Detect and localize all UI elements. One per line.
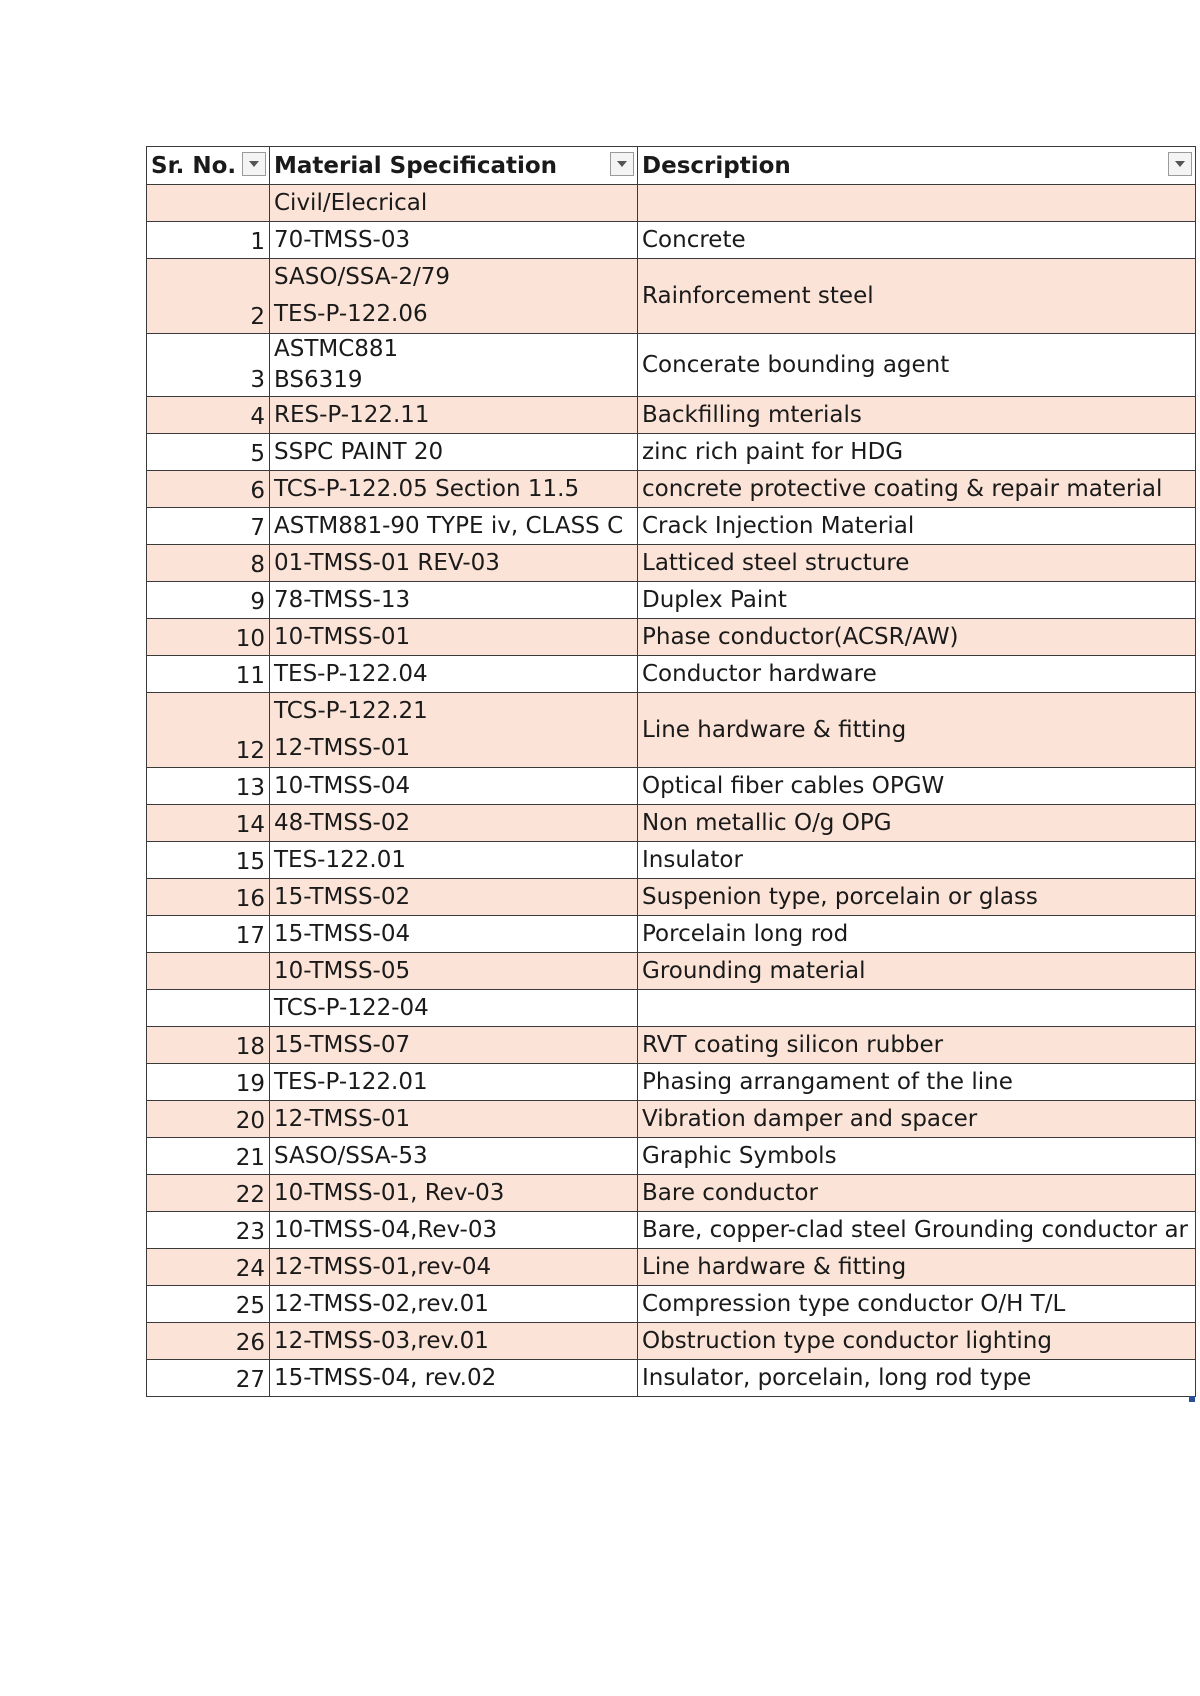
table-row	[147, 545, 1196, 582]
spec-line: TES-122.01	[274, 847, 406, 873]
cell-description[interactable]: Latticed steel structure	[638, 545, 1196, 582]
cell-material-specification[interactable]	[270, 953, 638, 990]
cell-sr-no[interactable]: 10	[147, 619, 270, 656]
spec-line: TCS-P-122.05 Section 11.5	[274, 476, 580, 502]
spec-line: TES-P-122.06	[274, 301, 428, 327]
cell-sr-no[interactable]: 24	[147, 1249, 270, 1286]
chevron-down-icon	[617, 161, 627, 167]
table-row	[147, 1138, 1196, 1175]
cell-sr-no[interactable]: 16	[147, 879, 270, 916]
spec-line: ASTMC881	[274, 336, 399, 362]
spec-line: 48-TMSS-02	[274, 810, 411, 836]
cell-material-specification[interactable]	[270, 397, 638, 434]
spec-line: TES-P-122.01	[274, 1069, 428, 1095]
cell-material-specification[interactable]	[270, 508, 638, 545]
cell-sr-no[interactable]: 6	[147, 471, 270, 508]
spec-line: 12-TMSS-03,rev.01	[274, 1328, 489, 1354]
cell-sr-no[interactable]: 7	[147, 508, 270, 545]
table-row	[147, 1027, 1196, 1064]
cell-description[interactable]: Insulator, porcelain, long rod type	[638, 1360, 1196, 1397]
table-row	[147, 397, 1196, 434]
cell-material-specification[interactable]	[270, 879, 638, 916]
cell-material-specification[interactable]	[270, 1027, 638, 1064]
cell-material-specification[interactable]	[270, 222, 638, 259]
cell-material-specification[interactable]	[270, 185, 638, 222]
table-body	[147, 185, 1196, 1397]
table-row	[147, 842, 1196, 879]
cell-material-specification[interactable]	[270, 471, 638, 508]
cell-description[interactable]: Crack Injection Material	[638, 508, 1196, 545]
cell-material-specification[interactable]	[270, 619, 638, 656]
spec-line: 15-TMSS-07	[274, 1032, 411, 1058]
table-row	[147, 1360, 1196, 1397]
cell-material-specification[interactable]	[270, 1286, 638, 1323]
table-row	[147, 471, 1196, 508]
table-row	[147, 916, 1196, 953]
cell-description[interactable]: Vibration damper and spacer	[638, 1101, 1196, 1138]
cell-description[interactable]: Graphic Symbols	[638, 1138, 1196, 1175]
cell-material-specification[interactable]	[270, 693, 638, 768]
spec-line: TCS-P-122.21	[274, 698, 428, 724]
cell-material-specification[interactable]	[270, 1138, 638, 1175]
cell-description[interactable]: Phasing arrangament of the line	[638, 1064, 1196, 1101]
spec-line: 12-TMSS-02,rev.01	[274, 1291, 489, 1317]
cell-sr-no[interactable]: 27	[147, 1360, 270, 1397]
cell-material-specification[interactable]	[270, 768, 638, 805]
cell-description[interactable]: zinc rich paint for HDG	[638, 434, 1196, 471]
cell-material-specification[interactable]	[270, 1323, 638, 1360]
spec-line: SASO/SSA-53	[274, 1143, 428, 1169]
cell-sr-no[interactable]: 20	[147, 1101, 270, 1138]
chevron-down-icon	[249, 161, 259, 167]
spec-line: 10-TMSS-01, Rev-03	[274, 1180, 505, 1206]
spec-line: 10-TMSS-04	[274, 773, 411, 799]
spec-line: 12-TMSS-01	[274, 735, 411, 761]
cell-description[interactable]: Compression type conductor O/H T/L	[638, 1286, 1196, 1323]
cell-material-specification[interactable]	[270, 259, 638, 334]
header-description-label: Description	[642, 152, 791, 179]
cell-sr-no[interactable]: 1	[147, 222, 270, 259]
header-description	[638, 147, 1196, 185]
cell-description[interactable]: Bare, copper-clad steel Grounding conductor ar	[638, 1212, 1196, 1249]
table-row	[147, 334, 1196, 397]
spec-line: 15-TMSS-04	[274, 921, 411, 947]
cell-description[interactable]: Optical fiber cables OPGW	[638, 768, 1196, 805]
cell-description[interactable]: Concerate bounding agent	[638, 334, 1196, 397]
cell-sr-no[interactable]: 3	[147, 334, 270, 397]
cell-material-specification[interactable]	[270, 1249, 638, 1286]
table-row	[147, 693, 1196, 768]
spec-line: Civil/Elecrical	[274, 190, 428, 216]
header-material-specification-label: Material Specification	[274, 152, 558, 179]
cell-description[interactable]: Obstruction type conductor lighting	[638, 1323, 1196, 1360]
cell-description[interactable]: RVT coating silicon rubber	[638, 1027, 1196, 1064]
cell-description[interactable]: Conductor hardware	[638, 656, 1196, 693]
cell-sr-no[interactable]: 15	[147, 842, 270, 879]
spec-line: RES-P-122.11	[274, 402, 430, 428]
cell-description[interactable]	[638, 990, 1196, 1027]
cell-material-specification[interactable]	[270, 656, 638, 693]
cell-sr-no[interactable]: 4	[147, 397, 270, 434]
header-row	[147, 147, 1196, 185]
cell-material-specification[interactable]	[270, 1101, 638, 1138]
cell-description[interactable]: Insulator	[638, 842, 1196, 879]
cell-description[interactable]: Bare conductor	[638, 1175, 1196, 1212]
spec-line: SASO/SSA-2/79	[274, 264, 451, 290]
cell-description[interactable]: Line hardware & fitting	[638, 1249, 1196, 1286]
table-row	[147, 805, 1196, 842]
table-row	[147, 1212, 1196, 1249]
table-row	[147, 656, 1196, 693]
cell-description[interactable]: Backfilling mterials	[638, 397, 1196, 434]
cell-description[interactable]: Phase conductor(ACSR/AW)	[638, 619, 1196, 656]
spec-line: ASTM881-90 TYPE iv, CLASS C	[274, 513, 624, 539]
cell-sr-no[interactable]: 22	[147, 1175, 270, 1212]
cell-sr-no[interactable]: 26	[147, 1323, 270, 1360]
table-row	[147, 259, 1196, 334]
cell-sr-no[interactable]: 11	[147, 656, 270, 693]
table-row	[147, 1323, 1196, 1360]
cell-sr-no[interactable]: 25	[147, 1286, 270, 1323]
cell-sr-no[interactable]	[147, 953, 270, 990]
table-row	[147, 508, 1196, 545]
table-row	[147, 1175, 1196, 1212]
cell-sr-no[interactable]: 13	[147, 768, 270, 805]
cell-material-specification[interactable]	[270, 842, 638, 879]
cell-description[interactable]: Suspenion type, porcelain or glass	[638, 879, 1196, 916]
spec-line: SSPC PAINT 20	[274, 439, 444, 465]
spec-line: 78-TMSS-13	[274, 587, 411, 613]
cell-sr-no[interactable]: 23	[147, 1212, 270, 1249]
cell-sr-no[interactable]: 9	[147, 582, 270, 619]
cell-description[interactable]: Duplex Paint	[638, 582, 1196, 619]
table-row	[147, 434, 1196, 471]
filter-dropdown-description[interactable]	[1168, 152, 1192, 176]
spec-line: 10-TMSS-04,Rev-03	[274, 1217, 498, 1243]
cell-material-specification[interactable]	[270, 1212, 638, 1249]
table-row	[147, 1064, 1196, 1101]
cell-material-specification[interactable]	[270, 1064, 638, 1101]
cell-sr-no[interactable]: 21	[147, 1138, 270, 1175]
cell-material-specification[interactable]	[270, 434, 638, 471]
table-row	[147, 222, 1196, 259]
fill-handle[interactable]	[1189, 1396, 1195, 1402]
header-sr-no-label: Sr. No.	[151, 152, 237, 179]
cell-material-specification[interactable]	[270, 990, 638, 1027]
cell-sr-no[interactable]: 12	[147, 693, 270, 768]
cell-description[interactable]	[638, 185, 1196, 222]
cell-material-specification[interactable]	[270, 1175, 638, 1212]
cell-sr-no[interactable]: 2	[147, 259, 270, 334]
cell-sr-no[interactable]: 14	[147, 805, 270, 842]
cell-material-specification[interactable]	[270, 1360, 638, 1397]
cell-sr-no[interactable]: 5	[147, 434, 270, 471]
cell-description[interactable]: Line hardware & fitting	[638, 693, 1196, 768]
spec-line: TES-P-122.04	[274, 661, 428, 687]
cell-material-specification[interactable]	[270, 582, 638, 619]
header-sr-no	[147, 147, 270, 185]
cell-sr-no[interactable]: 18	[147, 1027, 270, 1064]
header-material-specification	[270, 147, 638, 185]
spec-line: TCS-P-122-04	[274, 995, 429, 1021]
cell-sr-no[interactable]	[147, 185, 270, 222]
cell-description[interactable]: concrete protective coating & repair material	[638, 471, 1196, 508]
cell-description[interactable]: Rainforcement steel	[638, 259, 1196, 334]
cell-material-specification[interactable]	[270, 805, 638, 842]
chevron-down-icon	[1175, 161, 1185, 167]
cell-sr-no[interactable]	[147, 990, 270, 1027]
table-row	[147, 953, 1196, 990]
spec-line: 01-TMSS-01 REV-03	[274, 550, 500, 576]
table-row	[147, 582, 1196, 619]
table-row	[147, 1286, 1196, 1323]
cell-description[interactable]: Porcelain long rod	[638, 916, 1196, 953]
cell-description[interactable]: Non metallic O/g OPG	[638, 805, 1196, 842]
table-row	[147, 879, 1196, 916]
cell-sr-no[interactable]: 17	[147, 916, 270, 953]
table-row	[147, 1249, 1196, 1286]
table-row	[147, 990, 1196, 1027]
spec-line: 12-TMSS-01,rev-04	[274, 1254, 492, 1280]
spec-line: 15-TMSS-02	[274, 884, 411, 910]
cell-sr-no[interactable]: 19	[147, 1064, 270, 1101]
cell-description[interactable]: Concrete	[638, 222, 1196, 259]
cell-material-specification[interactable]	[270, 916, 638, 953]
spec-line: BS6319	[274, 367, 363, 393]
cell-material-specification[interactable]	[270, 545, 638, 582]
spec-line: 10-TMSS-01	[274, 624, 411, 650]
filter-dropdown-sr-no[interactable]	[242, 152, 266, 176]
table-row	[147, 185, 1196, 222]
spec-line: 70-TMSS-03	[274, 227, 411, 253]
material-spec-table	[146, 146, 1196, 1397]
spec-line: 12-TMSS-01	[274, 1106, 411, 1132]
table-row	[147, 619, 1196, 656]
cell-material-specification[interactable]	[270, 334, 638, 397]
cell-sr-no[interactable]: 8	[147, 545, 270, 582]
table-row	[147, 768, 1196, 805]
spec-line: 10-TMSS-05	[274, 958, 411, 984]
spec-line: 15-TMSS-04, rev.02	[274, 1365, 497, 1391]
cell-description[interactable]: Grounding material	[638, 953, 1196, 990]
filter-dropdown-material-specification[interactable]	[610, 152, 634, 176]
table-row	[147, 1101, 1196, 1138]
